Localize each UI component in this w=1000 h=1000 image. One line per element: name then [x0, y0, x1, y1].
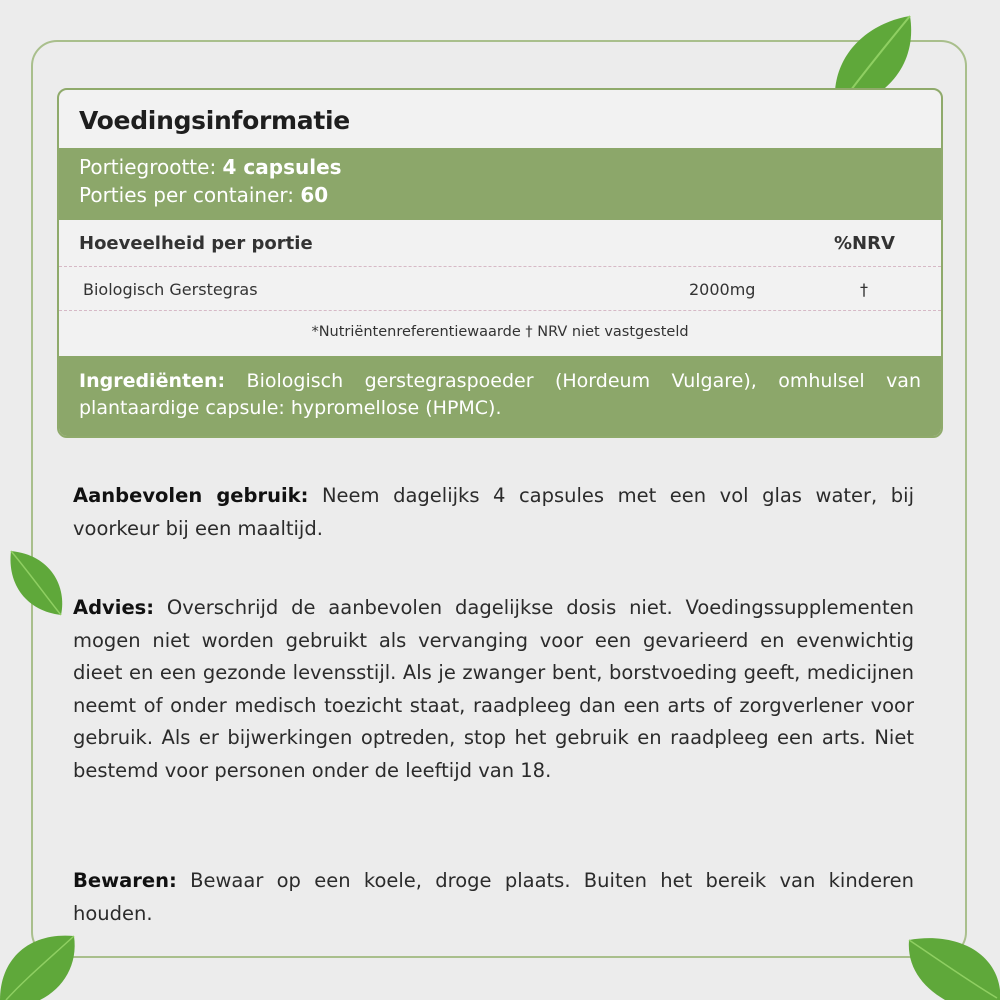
footnote: *Nutriëntenreferentiewaarde † NRV niet vastgesteld	[311, 324, 689, 340]
storage-text: Bewaar op een koele, droge plaats. Buiten het bereik van kinderen houden.	[73, 869, 915, 925]
header-amount: Hoeveelheid per portie	[79, 233, 313, 254]
advice-label: Advies:	[73, 596, 155, 619]
usage-paragraph	[73, 480, 914, 545]
header-nrv: %NRV	[834, 233, 895, 254]
row-amount: 2000mg	[689, 280, 756, 299]
servings-value: 60	[300, 183, 329, 207]
usage-label: Aanbevolen gebruik:	[73, 484, 309, 507]
servings-per-container	[79, 181, 921, 209]
serving-size-value: 4 capsules	[222, 155, 342, 179]
advice-text: Overschrijd de aanbevolen dagelijkse dosis niet. Voedingssupplementen mogen niet worden gebruikt als vervanging voor een gevarieerd en evenwichtig dieet en een gezonde levensstijl. Als je zwanger bent, borstvoeding geeft, medicijnen neemt of onder medisch toezicht staat, raadpleeg dan een arts of zorgverlener voor gebruik. Als er bijwerkingen optreden, stop het gebruik en raadpleeg een arts. Niet bestemd voor personen onder de leeftijd van 18.	[73, 596, 914, 782]
leaf-icon	[0, 928, 78, 1000]
serving-size	[79, 153, 921, 181]
leaf-icon	[905, 930, 1000, 1000]
row-nrv: †	[860, 280, 868, 299]
usage-text: Neem dagelijks 4 capsules met een vol glas water, bij voorkeur bij een maaltijd.	[73, 484, 914, 540]
nutrition-panel	[57, 88, 943, 438]
storage-paragraph	[73, 865, 914, 930]
row-name: Biologisch Gerstegras	[83, 280, 258, 299]
servings-label: Porties per container:	[79, 183, 295, 207]
ingredients	[59, 356, 941, 438]
leaf-icon	[5, 545, 67, 620]
table-row	[59, 267, 941, 311]
ingredients-text: Biologisch gerstegraspoeder (Hordeum Vulgare), omhulsel van plantaardige capsule: hypromellose (HPMC).	[79, 370, 921, 419]
table-header	[59, 220, 941, 267]
ingredients-label: Ingrediënten:	[79, 370, 226, 392]
panel-title: Voedingsinformatie	[79, 106, 350, 135]
serving-size-label: Portiegrootte:	[79, 155, 217, 179]
advice-paragraph	[73, 592, 914, 787]
serving-info	[59, 148, 941, 220]
storage-label: Bewaren:	[73, 869, 177, 892]
